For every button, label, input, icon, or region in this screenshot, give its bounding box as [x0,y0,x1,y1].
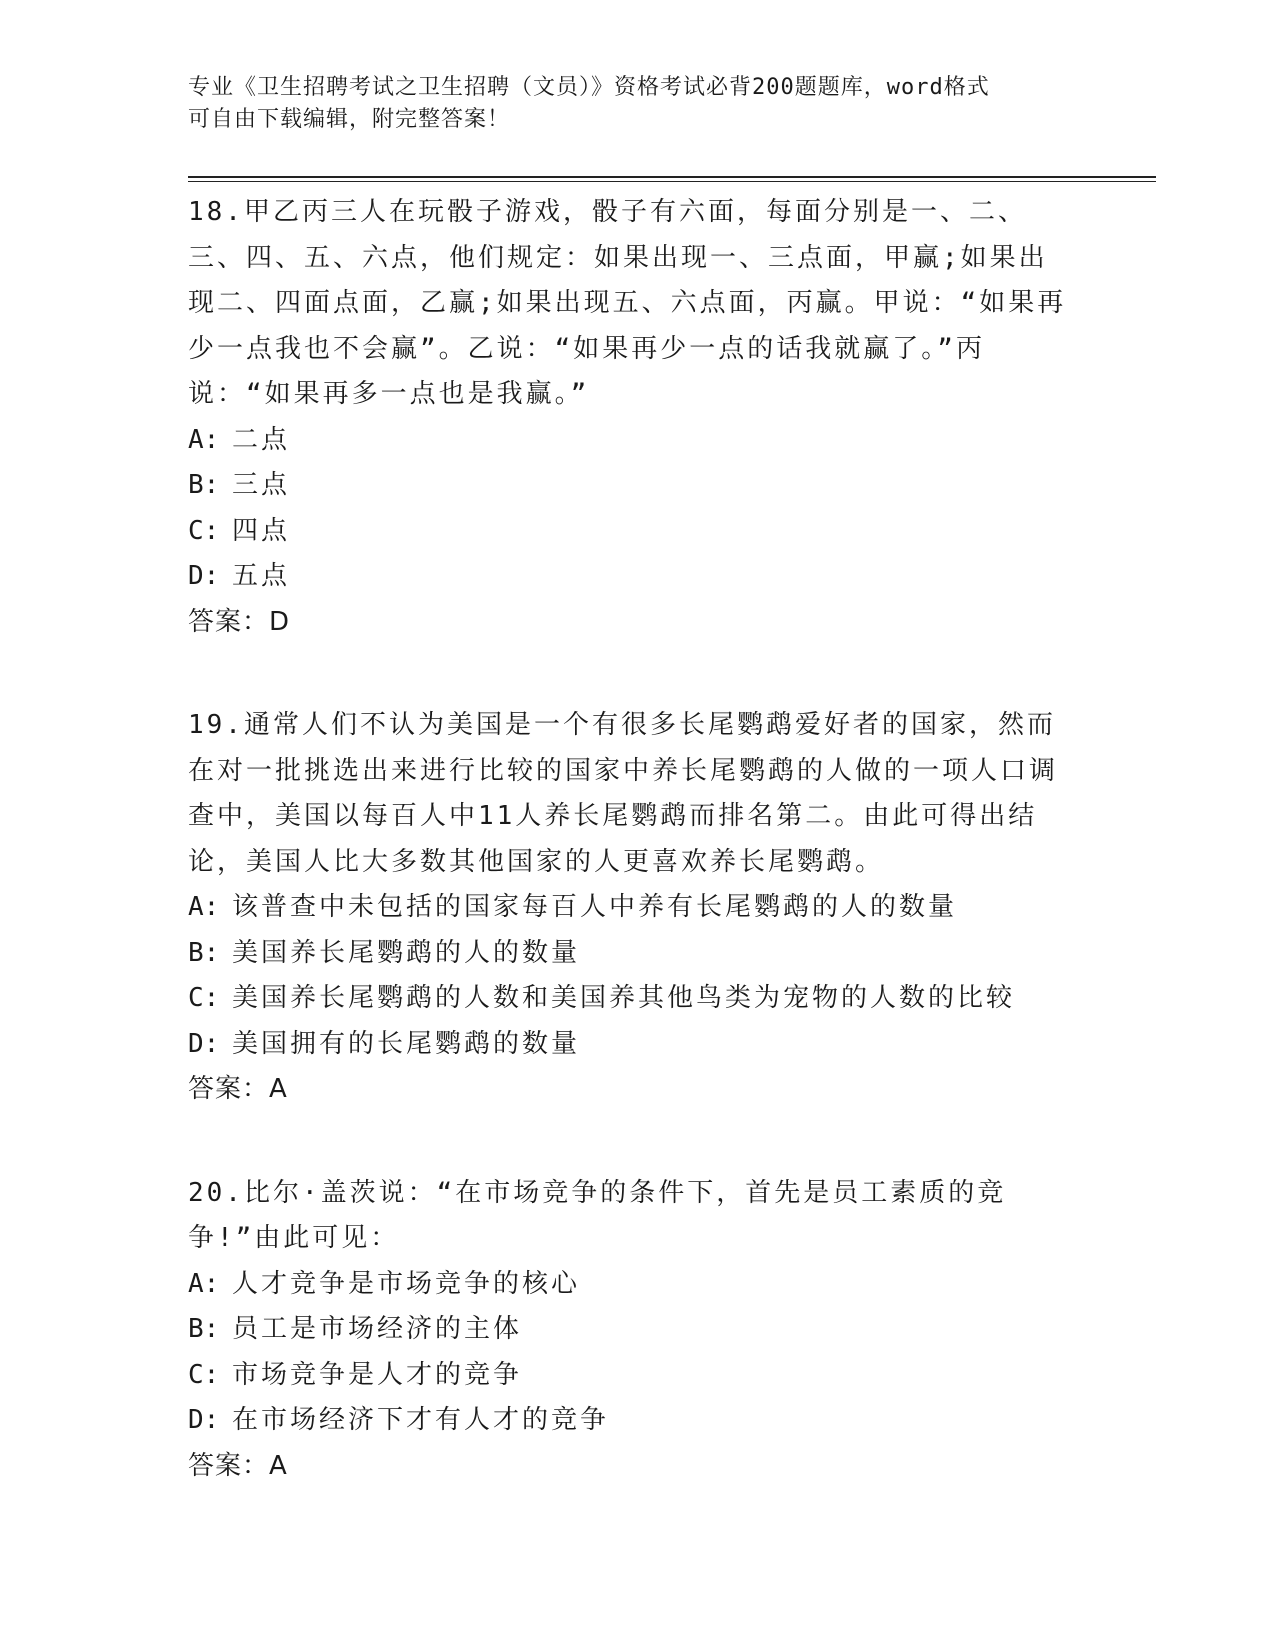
answer-line: 答案：A [188,1074,288,1104]
option-key: C: [188,1359,220,1390]
option-key: A: [188,892,220,922]
option-c [188,509,1068,555]
option-a [188,1262,1068,1308]
question-20 [188,1171,1068,1490]
option-key: D: [188,561,220,591]
answer-line: 答案：A [188,1450,288,1481]
option-text: 美国养长尾鹦鹉的人数和美国养其他鸟类为宠物的人数的比较 [232,983,1016,1013]
option-d [188,1398,1068,1444]
header-divider-thin [188,181,1156,182]
option-key: C: [188,983,220,1013]
option-text: 市场竞争是人才的竞争 [232,1359,523,1390]
option-key: A: [188,424,220,455]
option-b [188,463,1068,509]
option-key: A: [188,1268,220,1299]
option-b [188,931,1068,977]
option-text: 三点 [232,470,291,500]
option-d [188,554,1068,600]
option-text: 美国拥有的长尾鹦鹉的数量 [232,1028,581,1059]
option-text: 员工是市场经济的主体 [232,1314,523,1344]
header-divider-thick [188,176,1156,178]
option-b [188,1307,1068,1353]
option-key: D: [188,1405,220,1435]
document-header [188,72,1068,136]
question-text: 20.比尔·盖茨说：“在市场竞争的条件下，首先是员工素质的竞争!”由此可见： [188,1177,1007,1253]
option-key: B: [188,937,220,968]
header-title-line-1: 专业《卫生招聘考试之卫生招聘（文员）》资格考试必背200题题库，word格式 [188,75,990,100]
question-list [188,190,1068,1547]
option-text: 人才竞争是市场竞争的核心 [232,1268,581,1299]
question-19 [188,703,1068,1113]
option-a [188,885,1068,931]
option-text: 在市场经济下才有人才的竞争 [232,1405,610,1435]
option-key: C: [188,515,220,546]
option-key: B: [188,470,220,500]
header-title-line-2: 可自由下载编辑，附完整答案！ [188,107,511,132]
question-text: 18.甲乙丙三人在玩骰子游戏，骰子有六面，每面分别是一、二、三、四、五、六点，他们规定：如果出现一、三点面，甲赢;如果出现二、四面点面，乙赢;如果出现五、六点面，丙赢。甲说：“如果再少一点我也不会赢”。乙说：“如果再少一点的话我就赢了。”丙说：“如果再多一点也是我赢。” [188,197,1067,409]
option-text: 二点 [232,424,291,455]
option-d [188,1022,1068,1068]
question-18 [188,190,1068,645]
option-text: 该普查中未包括的国家每百人中养有长尾鹦鹉的人的数量 [232,892,958,922]
option-text: 四点 [232,515,291,546]
question-text: 19.通常人们不认为美国是一个有很多长尾鹦鹉爱好者的国家，然而在对一批挑选出来进行比较的国家中养长尾鹦鹉的人做的一项人口调查中，美国以每百人中11人养长尾鹦鹉而排名第二。由此可得出结论，美国人比大多数其他国家的人更喜欢养长尾鹦鹉。 [188,710,1059,877]
answer-line: 答案：D [188,606,291,637]
option-key: D: [188,1028,220,1059]
option-text: 美国养长尾鹦鹉的人的数量 [232,937,581,968]
option-a [188,418,1068,464]
option-text: 五点 [232,561,291,591]
option-key: B: [188,1314,220,1344]
option-c [188,976,1068,1022]
option-c [188,1353,1068,1399]
